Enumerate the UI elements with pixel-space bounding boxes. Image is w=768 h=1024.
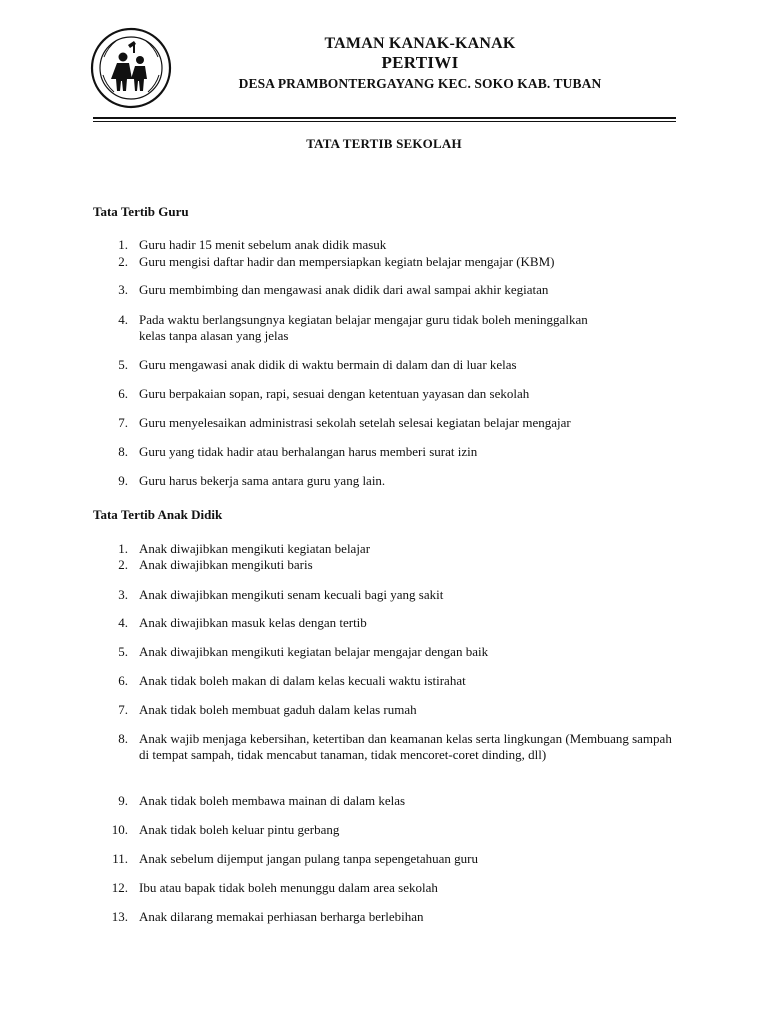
list-item-number: 3. [118, 587, 128, 602]
school-logo [90, 27, 172, 109]
section-heading-guru: Tata Tertib Guru [93, 204, 189, 219]
section-heading-anak-didik: Tata Tertib Anak Didik [93, 507, 223, 522]
list-item-text: Guru mengawasi anak didik di waktu bermain di dalam dan di luar kelas [139, 357, 517, 372]
list-item-text: Guru mengisi daftar hadir dan mempersiapkan kegiatn belajar mengajar (KBM) [139, 254, 555, 269]
school-type: TAMAN KANAK-KANAK [324, 35, 516, 52]
list-item-text: Anak tidak boleh makan di dalam kelas kecuali waktu istirahat [139, 673, 466, 688]
list-item-number: 5. [118, 357, 128, 372]
list-item-number: 1. [118, 541, 128, 556]
header-divider-thick [93, 117, 676, 119]
list-item-text: Anak diwajibkan masuk kelas dengan tertib [139, 615, 367, 630]
list-item-text: Anak tidak boleh membuat gaduh dalam kelas rumah [139, 702, 417, 717]
list-item-number: 11. [112, 851, 128, 866]
list-item-text: Guru yang tidak hadir atau berhalangan harus memberi surat izin [139, 444, 478, 459]
list-item-text: Guru hadir 15 menit sebelum anak didik masuk [139, 237, 387, 252]
header-divider-thin [93, 121, 676, 122]
list-item-text: Guru membimbing dan mengawasi anak didik dari awal sampai akhir kegiatan [139, 282, 549, 297]
document-title: TATA TERTIB SEKOLAH [306, 136, 462, 151]
list-item-number: 6. [118, 386, 128, 401]
list-item-text: Guru berpakaian sopan, rapi, sesuai dengan ketentuan yayasan dan sekolah [139, 386, 530, 401]
list-item-number: 7. [118, 702, 128, 717]
list-item-text: Anak tidak boleh membawa mainan di dalam kelas [139, 793, 406, 808]
list-item-text: Pada waktu berlangsungnya kegiatan belajar mengajar guru tidak boleh meninggalkan kelas tanpa alasan yang jelas [139, 312, 588, 343]
list-item-number: 7. [118, 415, 128, 430]
list-item-text: Anak diwajibkan mengikuti baris [139, 557, 313, 572]
school-address: DESA PRAMBONTERGAYANG KEC. SOKO KAB. TUBAN [238, 76, 602, 91]
list-item-number: 4. [118, 312, 128, 327]
list-item-number: 1. [118, 237, 128, 252]
list-item-number: 10. [111, 822, 128, 837]
list-item-text: Anak diwajibkan mengikuti senam kecuali bagi yang sakit [139, 587, 444, 602]
list-item-number: 13. [111, 909, 128, 924]
list-item-text: Anak wajib menjaga kebersihan, ketertiban dan keamanan kelas serta lingkungan (Membuang sampah di tempat sampah, tidak mencabut tanaman, tidak mencoret-coret dinding, dll) [139, 731, 672, 762]
list-item-text: Anak tidak boleh keluar pintu gerbang [139, 822, 340, 837]
list-item-number: 9. [118, 793, 128, 808]
list-item-text: Anak dilarang memakai perhiasan berharga berlebihan [139, 909, 424, 924]
school-name: PERTIWI [381, 53, 459, 72]
list-item-number: 5. [118, 644, 128, 659]
list-item-text: Anak diwajibkan mengikuti kegiatan belajar [139, 541, 371, 556]
list-item-number: 2. [118, 557, 128, 572]
list-item-number: 3. [118, 282, 128, 297]
list-item-text: Guru harus bekerja sama antara guru yang lain. [139, 473, 386, 488]
list-item-number: 9. [118, 473, 128, 488]
list-item-text: Anak diwajibkan mengikuti kegiatan belajar mengajar dengan baik [139, 644, 489, 659]
list-item-number: 4. [118, 615, 128, 630]
list-item-number: 12. [111, 880, 128, 895]
list-item-number: 8. [118, 731, 128, 746]
list-item-number: 2. [118, 254, 128, 269]
list-item-text: Anak sebelum dijemput jangan pulang tanpa sepengetahuan guru [139, 851, 478, 866]
list-item-text: Ibu atau bapak tidak boleh menunggu dalam area sekolah [139, 880, 438, 895]
list-item-number: 6. [118, 673, 128, 688]
list-item-number: 8. [118, 444, 128, 459]
list-item-text: Guru menyelesaikan administrasi sekolah setelah selesai kegiatan belajar mengajar [139, 415, 571, 430]
